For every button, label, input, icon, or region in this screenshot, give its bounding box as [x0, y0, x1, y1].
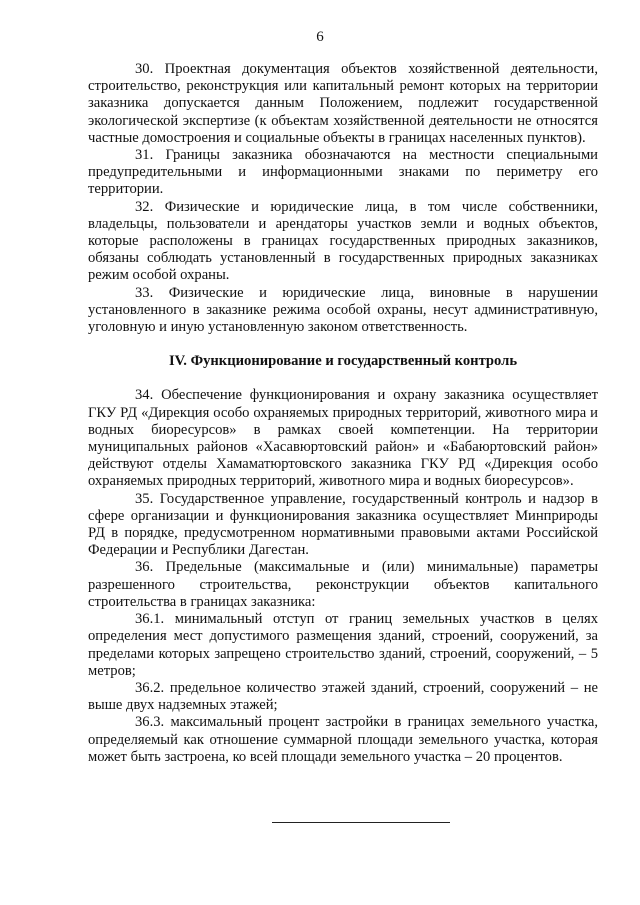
paragraph-36-1: 36.1. минимальный отступ от границ земельных участков в целях определения мест допустимого размещения зданий, строений, сооружений, за пределами которых запрещено строительство зданий, строений, сооружений, – 5 метров;	[88, 611, 598, 679]
paragraph-36: 36. Предельные (максимальные и (или) минимальные) параметры разрешенного строительства, реконструкции объектов капитального строительства в границах заказника:	[88, 559, 598, 610]
paragraph-31: 31. Границы заказника обозначаются на местности специальными предупредительными и информационными знаками по периметру его территории.	[88, 147, 598, 198]
paragraph-34: 34. Обеспечение функционирования и охрану заказника осуществляет ГКУ РД «Дирекция особо охраняемых природных территорий, животного мира и водных биоресурсов» в рамках своей компетенции. На территории муниципальных районов «Хасавюртовский район» и «Бабаюртовский район» действуют отделы Хамаматюртовского заказника ГКУ РД «Дирекция особо охраняемых природных территорий, животного мира и водных биоресурсов».	[88, 387, 598, 490]
paragraph-30: 30. Проектная документация объектов хозяйственной деятельности, строительство, реконструкция или капитальный ремонт которых на территории заказника допускается данным Положением, подлежит государственной экологической экспертизе (к объектам хозяйственной деятельности не относятся частные домостроения и социальные объекты в границах населенных пунктов).	[88, 61, 598, 146]
section-heading: IV. Функционирование и государственный контроль	[168, 353, 518, 370]
paragraph-33: 33. Физические и юридические лица, виновные в нарушении установленного в заказнике режима особой охраны, несут административную, уголовную и иную установленную законом ответственность.	[88, 284, 598, 336]
paragraph-36-2: 36.2. предельное количество этажей зданий, строений, сооружений – не выше двух надземных этажей;	[88, 679, 598, 714]
paragraph-35: 35. Государственное управление, государственный контроль и надзор в сфере организации и функционирования заказника осуществляет Минприроды РД в порядке, предусмотренном нормативными правовыми актами Российской Федерации и Республики Дагестан.	[88, 490, 598, 559]
page-number: 6	[316, 29, 324, 45]
paragraph-32: 32. Физические и юридические лица, в том числе собственники, владельцы, пользователи и арендаторы участков земли и водных объектов, которые расположены в границах государственных природных заказников, обязаны соблюдать установленный в государственных природных заказниках режим особой охраны.	[88, 198, 598, 284]
document-body	[88, 61, 598, 766]
end-divider-line	[272, 822, 450, 823]
paragraph-36-3: 36.3. максимальный процент застройки в границах земельного участка, определяемый как отношение суммарной площади земельного участка, которая может быть застроена, ко всей площади земельного участка – 20 процентов.	[88, 714, 598, 765]
